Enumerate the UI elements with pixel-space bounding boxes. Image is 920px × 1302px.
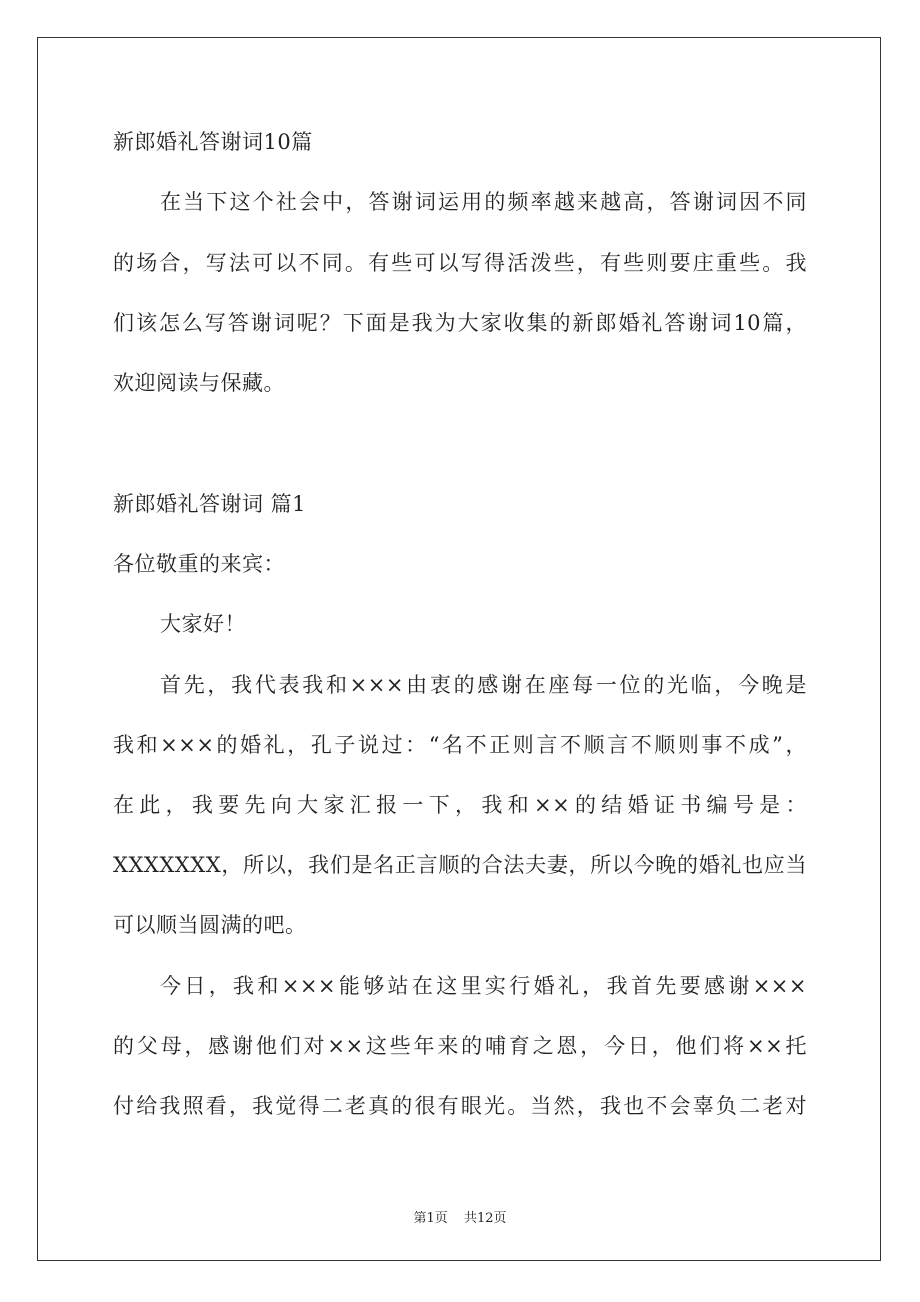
document-title: 新郎婚礼答谢词10篇: [113, 130, 313, 154]
para1-line-4: XXXXXXX，所以，我们是名正言顺的合法夫妻，所以今晚的婚礼也应当: [113, 853, 807, 877]
para1-line-2: 我和×××的婚礼，孔子说过：“名不正则言不顺言不顺则事不成”，: [113, 733, 807, 757]
salutation: 各位敬重的来宾：: [113, 552, 285, 576]
para1-line-1: 首先，我代表我和×××由衷的感谢在座每一位的光临，今晚是: [160, 673, 807, 697]
para1-line-5: 可以顺当圆满的吧。: [113, 913, 307, 937]
para2-line-3: 付给我照看，我觉得二老真的很有眼光。当然，我也不会辜负二老对: [113, 1094, 807, 1118]
para2-line-1: 今日，我和×××能够站在这里实行婚礼，我首先要感谢×××: [160, 974, 807, 998]
page-border: [37, 37, 881, 1261]
greeting: 大家好！: [160, 612, 246, 636]
intro-line-2: 的场合，写法可以不同。有些可以写得活泼些，有些则要庄重些。我: [113, 251, 807, 275]
intro-line-1: 在当下这个社会中，答谢词运用的频率越来越高，答谢词因不同: [160, 190, 807, 214]
intro-line-3: 们该怎么写答谢词呢？下面是我为大家收集的新郎婚礼答谢词10篇，: [113, 311, 807, 335]
para1-line-3: 在此，我要先向大家汇报一下，我和××的结婚证书编号是：: [113, 793, 807, 817]
page-total: 共12页: [463, 1211, 507, 1226]
page-footer: [0, 1207, 920, 1226]
section-heading: 新郎婚礼答谢词 篇1: [113, 492, 307, 516]
intro-line-4: 欢迎阅读与保藏。: [113, 371, 285, 395]
para2-line-2: 的父母，感谢他们对××这些年来的哺育之恩，今日，他们将××托: [113, 1034, 807, 1058]
page-number: 第1页: [413, 1211, 448, 1226]
